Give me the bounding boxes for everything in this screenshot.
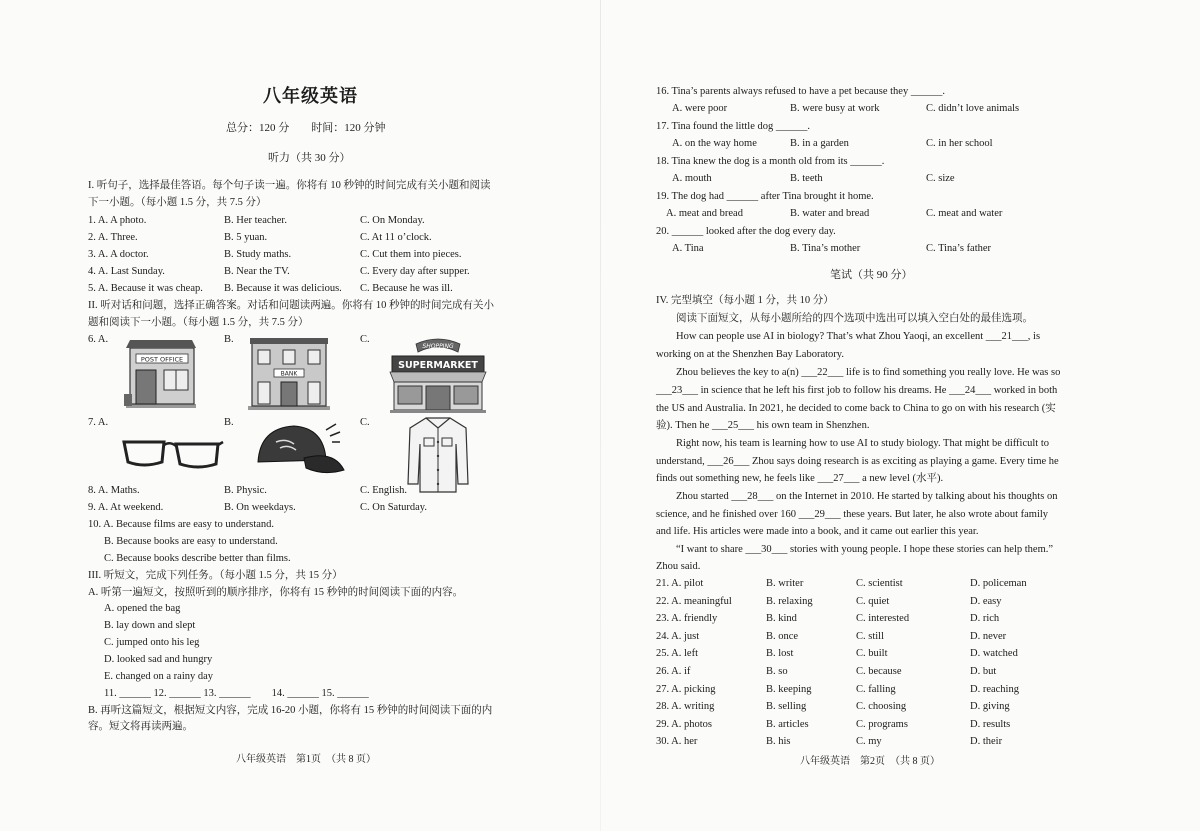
- choice-option: C. falling: [856, 683, 896, 695]
- shopping-sign: SHOPPING: [422, 343, 454, 350]
- q18-a: A. mouth: [672, 173, 712, 184]
- q16-a: A. were poor: [672, 103, 728, 114]
- order-item-c: C. jumped onto his leg: [104, 637, 200, 648]
- choice-option: D. but: [970, 666, 997, 677]
- choice-option: C. choosing: [856, 701, 907, 713]
- order-item-d: D. looked sad and hungry: [104, 654, 213, 665]
- passage-line: and life. His articles were made into a book, and it came out earlier this year.: [656, 526, 979, 537]
- passage-line: How can people use AI in biology? That’s what Zhou Yaoqi, an excellent ___21___, is: [676, 331, 1041, 342]
- q1-b: B. Her teacher.: [224, 215, 287, 226]
- choice-option: 22. A. meaningful: [656, 595, 732, 607]
- choice-option: 21. A. pilot: [656, 578, 704, 589]
- q5-a: 5. A. Because it was cheap.: [88, 283, 203, 294]
- choice-option: B. kind: [766, 613, 797, 625]
- q18-stem: 18. Tina knew the dog is a month old from its ______.: [656, 156, 885, 167]
- section2-intro-2: 题和阅读下一小题。（每小题 1.5 分，共 7.5 分）: [88, 317, 309, 328]
- passage-line: ___23___ in science that he left his first job to follow his dreams. He ___24___ worked in both: [656, 385, 1058, 396]
- choice-option: C. programs: [856, 718, 908, 730]
- choice-option: B. selling: [766, 701, 807, 713]
- q17-stem: 17. Tina found the little dog ______.: [656, 121, 811, 132]
- passage-line: science, and he finished over 160 ___29___ these years. But later, he also wrote about family: [656, 509, 1049, 520]
- section3b-intro: B. 再听这篇短文，根据短文内容，完成 16-20 小题，你将有 15 秒钟的时间阅读下面的内: [88, 705, 493, 716]
- q18-c: C. size: [926, 173, 955, 184]
- q1-a: 1. A. A photo.: [88, 215, 147, 226]
- choice-option: D. their: [970, 736, 1003, 748]
- q10-a: 10. A. Because films are easy to understand.: [88, 519, 275, 530]
- choice-option: 28. A. writing: [656, 701, 715, 713]
- q6-a: 6. A.: [88, 334, 109, 345]
- exam-title: 八年级英语: [263, 86, 358, 107]
- choice-option: C. built: [856, 648, 888, 660]
- page-footer-2: 八年级英语 第2页 （共 8 页）: [800, 756, 940, 767]
- choice-option: 24. A. just: [656, 630, 700, 642]
- passage-line: Right now, his team is learning how to use AI to study biology. That might be difficult to: [676, 438, 1050, 449]
- supermarket-sign: SUPERMARKET: [398, 360, 478, 371]
- q19-b: B. water and bread: [790, 208, 870, 219]
- q4-c: C. Every day after supper.: [360, 266, 470, 277]
- section3-intro: III. 听短文，完成下列任务。（每小题 1.5 分，共 15 分）: [88, 570, 343, 581]
- q3-c: C. Cut them into pieces.: [360, 249, 462, 260]
- q7-a: 7. A.: [88, 417, 109, 428]
- passage-line: Zhou said.: [656, 561, 701, 572]
- choice-option: D. reaching: [970, 683, 1019, 695]
- choice-option: D. watched: [970, 648, 1018, 660]
- supermarket-icon: [386, 334, 490, 414]
- order-item-a: A. opened the bag: [104, 603, 181, 614]
- q8-a: 8. A. Maths.: [88, 485, 140, 496]
- q4-b: B. Near the TV.: [224, 266, 290, 277]
- choice-option: C. still: [856, 630, 885, 642]
- shirt-icon: [406, 414, 470, 494]
- order-item-e: E. changed on a rainy day: [104, 671, 214, 682]
- q2-a: 2. A. Three.: [88, 232, 138, 243]
- passage-line: working on at the Shenzhen Bay Laboratory.: [656, 349, 844, 360]
- q20-a: A. Tina: [672, 243, 704, 254]
- passage-line: finds out something new, he feels like ___27___ a new level (水平).: [656, 473, 944, 484]
- passage-line: the US and Australia. In 2021, he decided to come back to China to go on with his research (实: [656, 403, 1056, 414]
- q17-c: C. in her school: [926, 138, 993, 149]
- passage-line: understand, ___26___ Zhou says doing research is as exciting as playing a game. Every time he: [656, 456, 1059, 467]
- choice-option: 25. A. left: [656, 648, 698, 660]
- q9-a: 9. A. At weekend.: [88, 502, 164, 513]
- bank-sign: BANK: [280, 370, 298, 378]
- q16-c: C. didn’t love animals: [926, 103, 1020, 114]
- order-item-b: B. lay down and slept: [104, 620, 196, 631]
- passage-line: Zhou started ___28___ on the Internet in 2010. He started by talking about his thoughts on: [676, 491, 1058, 502]
- q5-c: C. Because he was ill.: [360, 283, 453, 294]
- q19-c: C. meat and water: [926, 208, 1003, 219]
- choice-option: B. writer: [766, 578, 804, 589]
- q8-b: B. Physic.: [224, 485, 267, 496]
- choice-option: D. giving: [970, 701, 1010, 713]
- post-office-icon: [122, 334, 200, 410]
- q5-b: B. Because it was delicious.: [224, 283, 342, 294]
- choice-option: C. my: [856, 736, 882, 748]
- choice-option: D. rich: [970, 613, 1000, 625]
- section1-intro-2: 下一小题。（每小题 1.5 分，共 7.5 分）: [88, 197, 267, 208]
- q18-b: B. teeth: [790, 173, 823, 184]
- choice-option: C. quiet: [856, 595, 890, 607]
- q6-b: B.: [224, 334, 234, 345]
- choice-option: D. easy: [970, 595, 1002, 607]
- choice-option: B. lost: [766, 648, 794, 660]
- q20-stem: 20. ______ looked after the dog every day.: [656, 226, 836, 237]
- section3a-intro: A. 听第一遍短文，按照听到的顺序排序，你将有 15 秒钟的时间阅读下面的内容。: [88, 587, 464, 598]
- choice-option: 26. A. if: [656, 666, 691, 677]
- q3-a: 3. A. A doctor.: [88, 249, 149, 260]
- page-footer-1: 八年级英语 第1页 （共 8 页）: [236, 754, 376, 765]
- choice-option: D. never: [970, 630, 1007, 642]
- q20-c: C. Tina’s father: [926, 243, 992, 254]
- q6-c: C.: [360, 334, 370, 345]
- q2-c: C. At 11 o’clock.: [360, 232, 432, 243]
- q19-stem: 19. The dog had ______ after Tina brought it home.: [656, 191, 874, 202]
- choice-option: B. relaxing: [766, 595, 813, 607]
- choice-option: B. his: [766, 736, 791, 748]
- passage-line: “I want to share ___30___ stories with young people. I hope these stories can help them.”: [676, 544, 1054, 555]
- q10-b: B. Because books are easy to understand.: [104, 536, 278, 547]
- section4-intro: IV. 完型填空（每小题 1 分，共 10 分）: [656, 295, 834, 306]
- order-blanks: 11. ______ 12. ______ 13. ______ 14. ______ 15. ______: [104, 688, 369, 699]
- q9-c: C. On Saturday.: [360, 502, 427, 513]
- choice-option: 23. A. friendly: [656, 613, 718, 625]
- exam-meta: 总分：120 分 时间：120 分钟: [226, 122, 386, 134]
- bank-icon: [246, 334, 332, 412]
- section1-intro: I. 听句子，选择最佳答语。每个句子读一遍。你将有 10 秒钟的时间完成有关小题和阅读: [88, 180, 491, 191]
- q8-c: C. English.: [360, 485, 407, 496]
- q19-a: A. meat and bread: [666, 208, 743, 219]
- q3-b: B. Study maths.: [224, 249, 292, 260]
- q2-b: B. 5 yuan.: [224, 232, 268, 243]
- written-header: 笔试（共 90 分）: [830, 269, 913, 281]
- choice-option: B. articles: [766, 718, 809, 730]
- choice-option: B. so: [766, 666, 788, 677]
- section3b-intro-2: 容。短文将再读两遍。: [88, 721, 193, 732]
- q16-b: B. were busy at work: [790, 103, 880, 114]
- choice-option: D. policeman: [970, 578, 1027, 589]
- choice-option: D. results: [970, 718, 1011, 730]
- choice-option: C. interested: [856, 613, 910, 625]
- q10-c: C. Because books describe better than films.: [104, 553, 291, 564]
- choice-option: 29. A. photos: [656, 718, 713, 730]
- exam-page-1: [80, 0, 550, 831]
- q7-b: B.: [224, 417, 234, 428]
- cap-icon: [254, 420, 346, 484]
- q4-a: 4. A. Last Sunday.: [88, 266, 165, 277]
- section4-instruction: 阅读下面短文，从每小题所给的四个选项中选出可以填入空白处的最佳选项。: [676, 313, 1033, 324]
- q16-stem: 16. Tina’s parents always refused to have a pet because they ______.: [656, 86, 945, 97]
- q17-a: A. on the way home: [672, 138, 757, 149]
- choice-option: 30. A. her: [656, 736, 698, 748]
- choice-option: C. scientist: [856, 578, 903, 589]
- q1-c: C. On Monday.: [360, 215, 425, 226]
- passage-line: 验). Then he ___25___ his own team in Shenzhen.: [656, 420, 870, 431]
- glasses-icon: [120, 436, 224, 472]
- passage-line: Zhou believes the key to a(n) ___22___ life is to find something you really love. He was so: [676, 367, 1061, 378]
- q20-b: B. Tina’s mother: [790, 243, 861, 254]
- section2-intro: II. 听对话和问题，选择正确答案。对话和问题读两遍。你将有 10 秒钟的时间完成有关小: [88, 300, 494, 311]
- q7-c: C.: [360, 417, 370, 428]
- listening-header: 听力（共 30 分）: [268, 152, 351, 164]
- choice-option: 27. A. picking: [656, 683, 716, 695]
- choice-option: B. once: [766, 630, 799, 642]
- q9-b: B. On weekdays.: [224, 502, 296, 513]
- choice-option: B. keeping: [766, 683, 812, 695]
- page-fold: [600, 0, 601, 831]
- exam-page-2: [652, 0, 1100, 831]
- choice-option: C. because: [856, 666, 902, 677]
- q17-b: B. in a garden: [790, 138, 849, 149]
- post-office-sign: POST OFFICE: [140, 355, 184, 364]
